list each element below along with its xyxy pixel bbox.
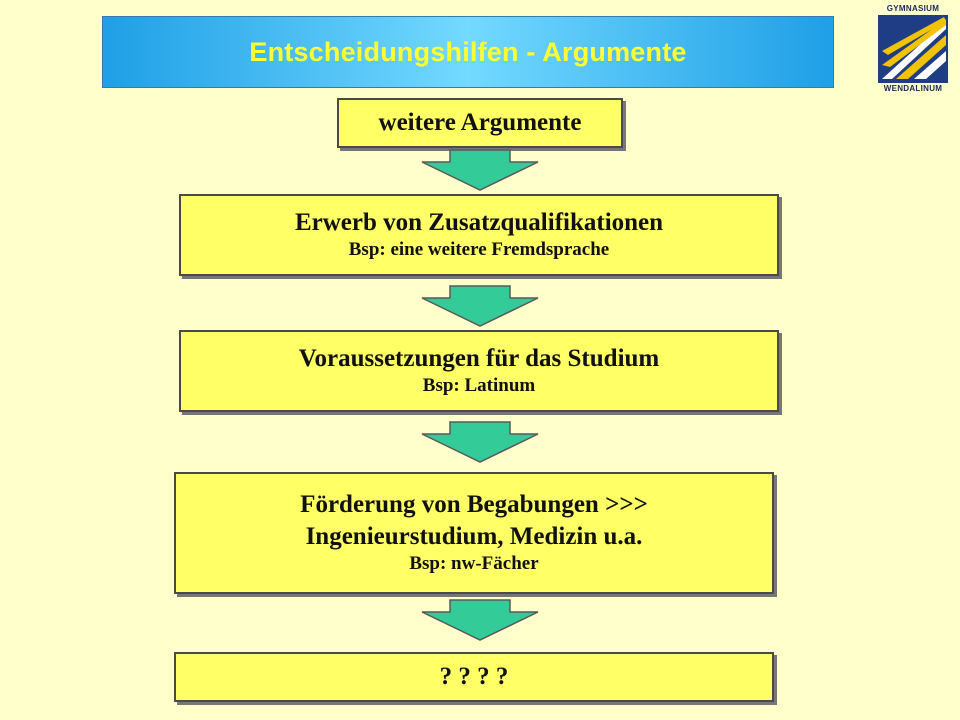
step1-example: Bsp: eine weitere Fremdsprache xyxy=(348,239,610,261)
page-title: Entscheidungshilfen - Argumente xyxy=(249,36,687,67)
start-box xyxy=(337,98,623,148)
down-arrow-icon xyxy=(418,420,542,464)
end-box xyxy=(174,652,774,702)
step1-title: Erwerb von Zusatzqualifikationen xyxy=(294,209,664,237)
school-logo xyxy=(874,4,952,94)
step3-title-line1: Förderung von Begabungen >>> xyxy=(300,491,648,519)
logo-bottom-text: WENDALINUM xyxy=(883,84,943,93)
logo-top-text: GYMNASIUM xyxy=(886,4,940,13)
step3-example: Bsp: nw-Fächer xyxy=(409,552,539,574)
logo-emblem-icon xyxy=(878,15,948,83)
step-box-requirements xyxy=(179,330,779,412)
step-box-talents xyxy=(174,472,774,594)
down-arrow-icon xyxy=(418,284,542,328)
step2-title: Voraussetzungen für das Studium xyxy=(298,345,660,373)
step2-example: Bsp: Latinum xyxy=(422,375,536,397)
end-label: ? ? ? ? xyxy=(439,663,509,691)
start-label: weitere Argumente xyxy=(378,109,582,137)
title-banner xyxy=(102,16,834,88)
down-arrow-icon xyxy=(418,598,542,642)
down-arrow-icon xyxy=(418,148,542,192)
step-box-qualifications xyxy=(179,194,779,276)
step3-title-line2: Ingenieurstudium, Medizin u.a. xyxy=(305,522,643,550)
